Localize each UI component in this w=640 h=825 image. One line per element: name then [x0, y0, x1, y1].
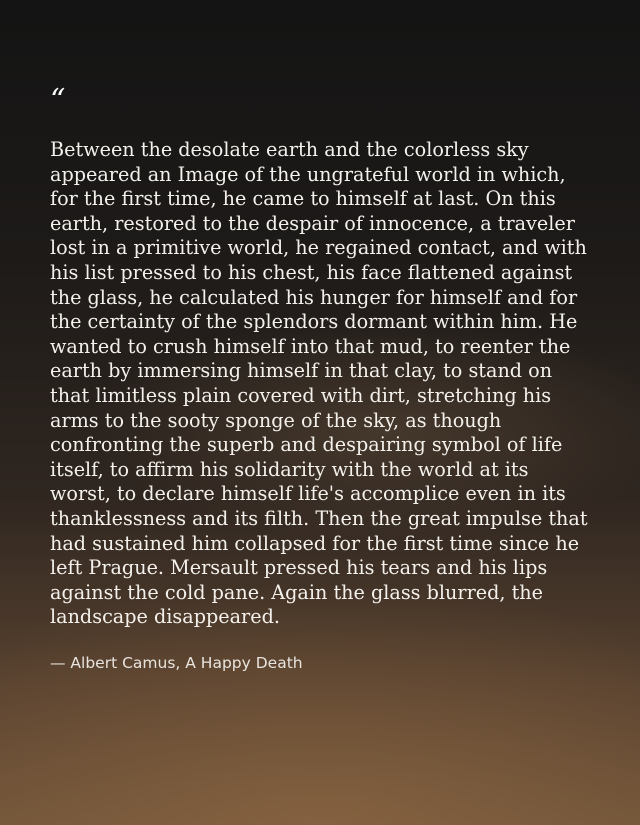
- quote-mark-icon: “: [50, 83, 66, 118]
- quote-text: Between the desolate earth and the colorless sky appeared an Image of the ungrateful world in which, for the first time, he came to himself at last. On this earth, restored to the despair of innocence, a traveler lost in a primitive world, he regained contact, and with his list pressed to his chest, his face flattened against the glass, he calculated his hunger for himself and for the certainty of the splendors dormant within him. He wanted to crush himself into that mud, to reenter the earth by immersing himself in that clay, to stand on that limitless plain covered with dirt, stretching his arms to the sooty sponge of the sky, as though confronting the superb and despairing symbol of life itself, to affirm his solidarity with the world at its worst, to declare himself life's accomplice even in its thanklessness and its filth. Then the great impulse that had sustained him collapsed for the first time since he left Prague. Mersault pressed his tears and his lips against the cold pane. Again the glass blurred, the landscape disappeared.: [50, 138, 588, 629]
- quote-attribution: — Albert Camus, A Happy Death: [50, 653, 303, 672]
- quote-card: [50, 84, 595, 672]
